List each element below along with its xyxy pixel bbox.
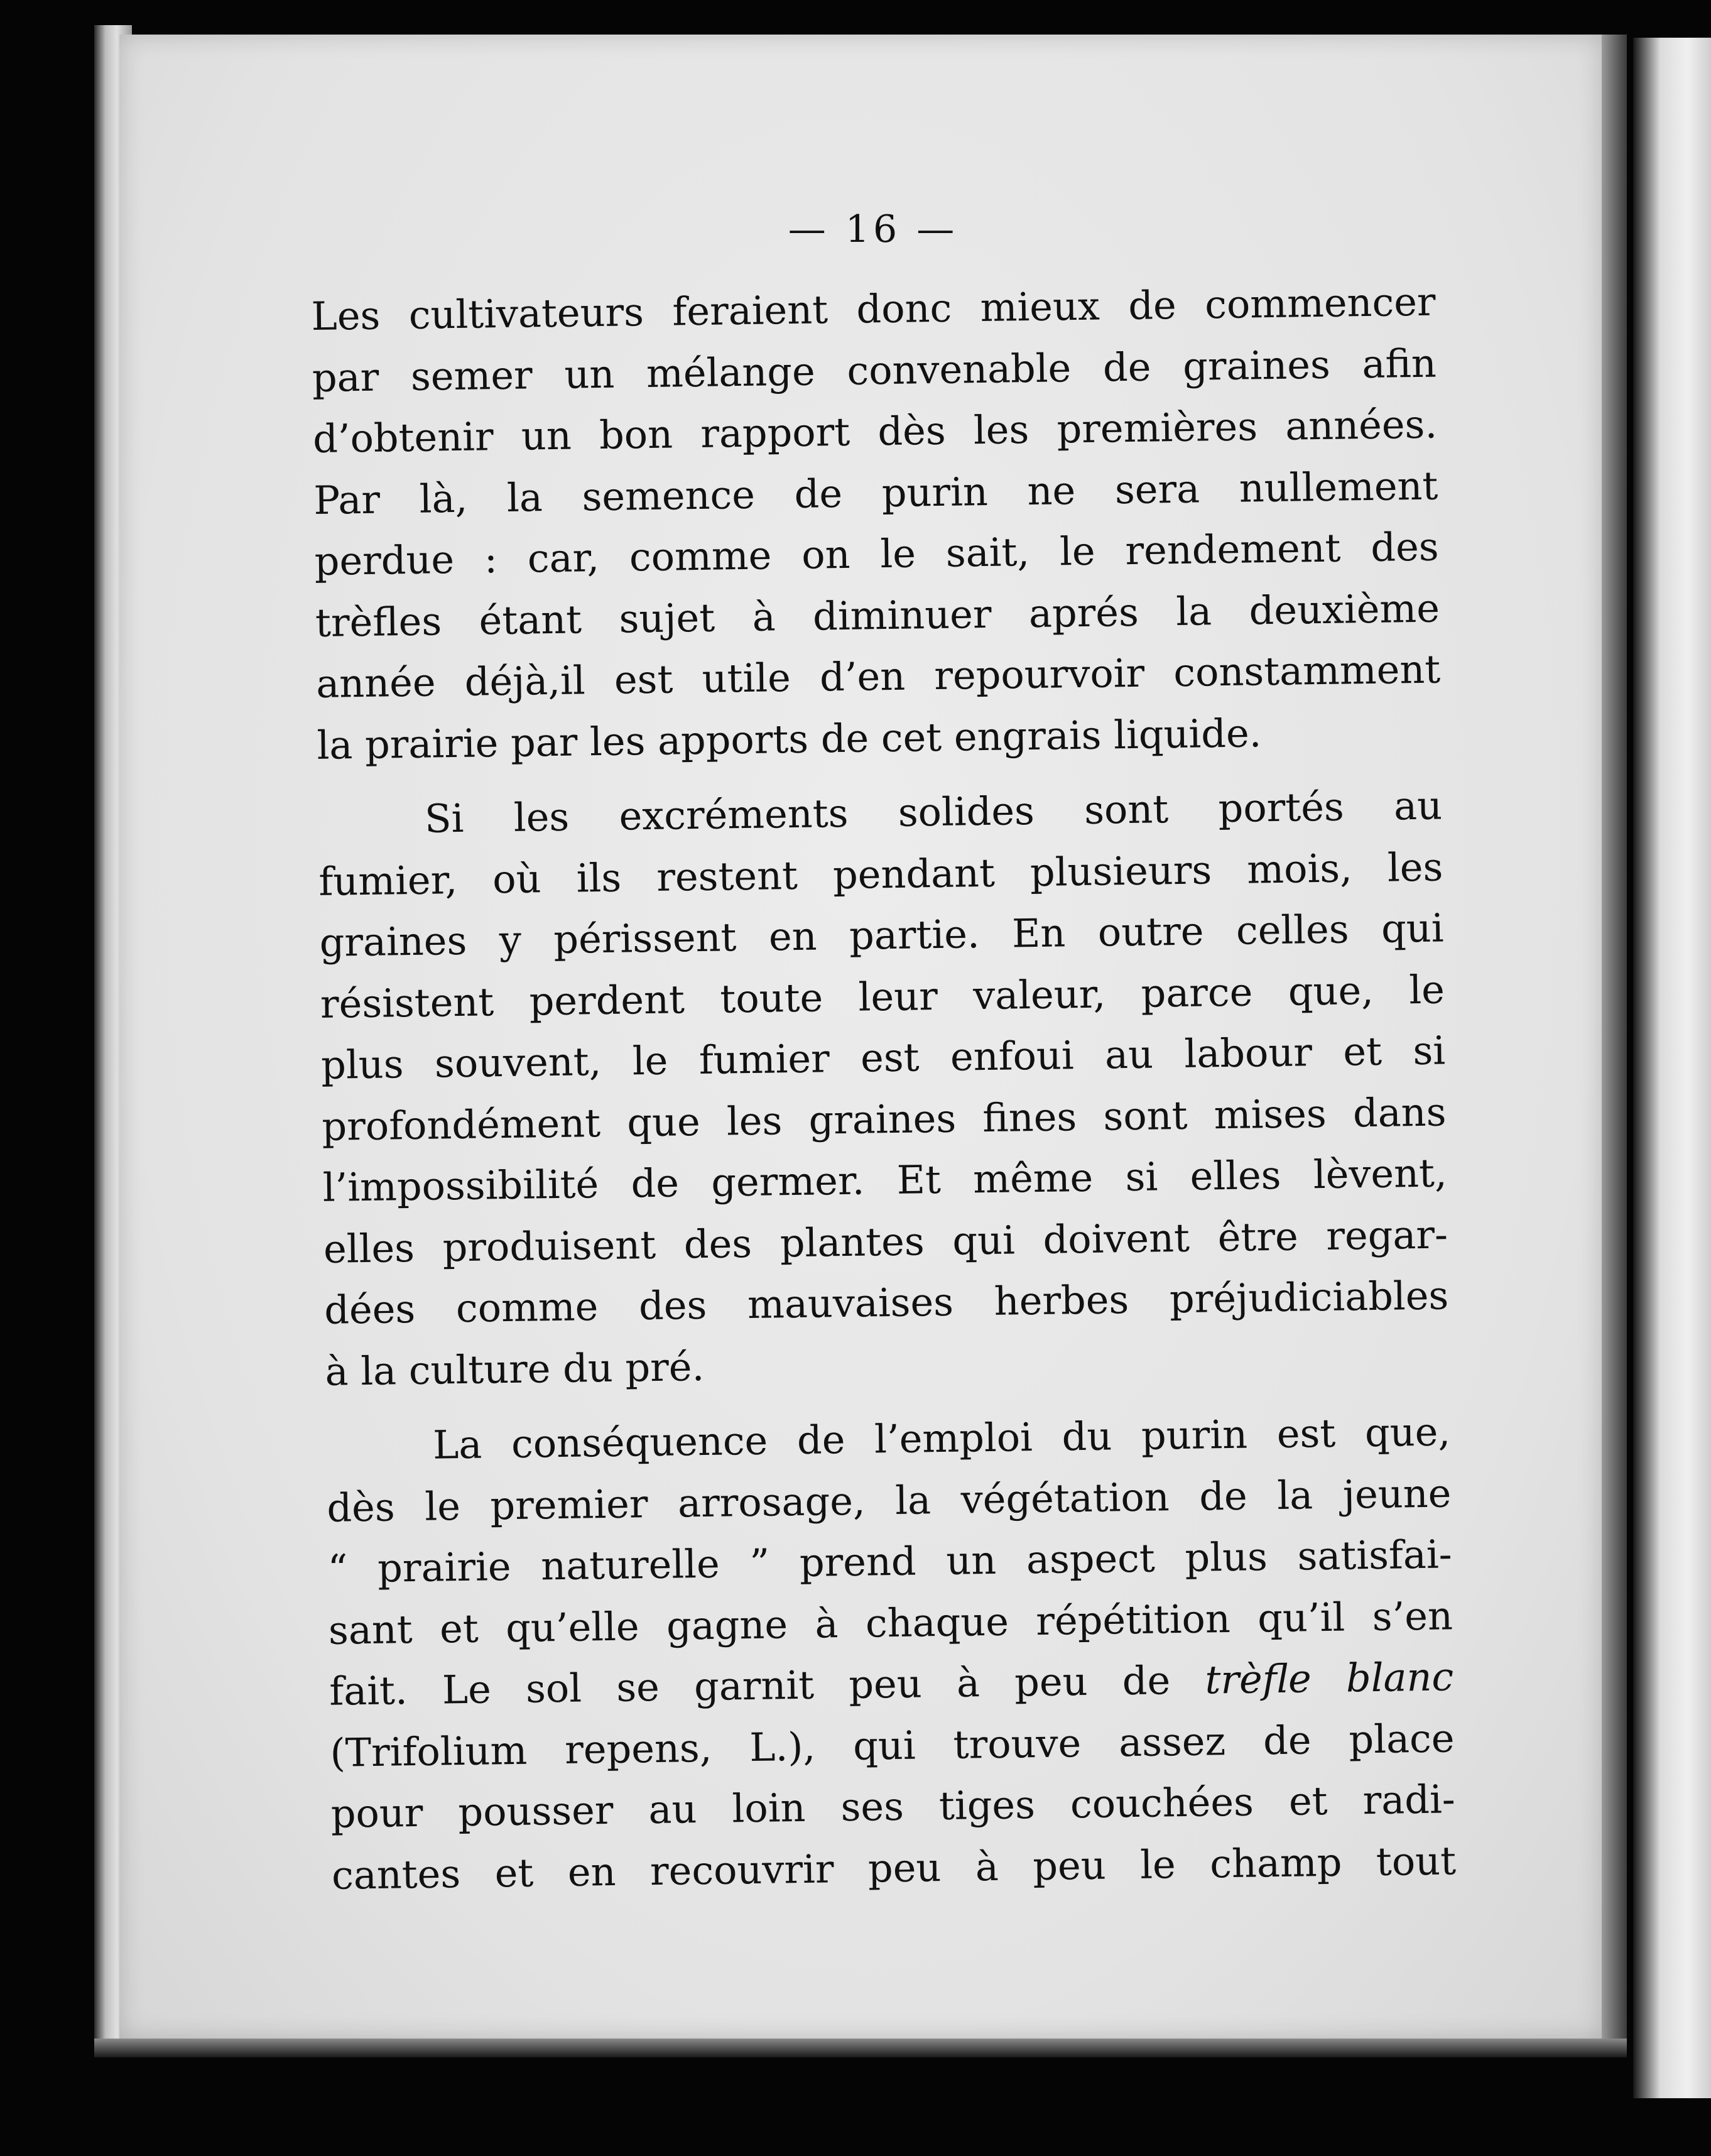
text-line: sant et qu’elle gagne à chaque répétition qu’il s’en (328, 1592, 1453, 1653)
page-bottom-edge (94, 2039, 1627, 2057)
text-line: profondément que les graines fines sont mises dans (322, 1088, 1447, 1150)
text-line: pour pousser au loin ses tiges couchées et radi- (330, 1776, 1456, 1837)
text-line: perdue : car, comme on le sait, le rendement des (314, 523, 1440, 584)
paragraph-2 (317, 775, 1450, 1402)
body-text (311, 271, 1457, 1906)
text-line: Par là, la semence de purin ne sera nullement (313, 462, 1438, 523)
paragraph-1 (311, 271, 1442, 776)
text-line: plus souvent, le fumier est enfoui au labour et si (320, 1027, 1446, 1088)
text-run: fait. Le sol se garnit peu à peu de (329, 1657, 1171, 1714)
text-line: à la culture du pré. (325, 1343, 705, 1395)
text-line: Les cultivateurs feraient donc mieux de commencer (311, 278, 1436, 339)
text-line: l’impossibilité de germer. Et même si elles lèvent, (322, 1150, 1448, 1211)
adjacent-page-sliver (1633, 38, 1711, 2098)
text-line: trèfles étant sujet à diminuer aprés la deuxième (315, 585, 1440, 646)
page-number: — 16 — (788, 207, 959, 251)
text-line: la prairie par les apports de cet engrais liquide. (317, 709, 1262, 768)
page-gutter-shadow (1602, 35, 1627, 2039)
text-line: La conséquence de l’emploi du purin est que, (432, 1408, 1451, 1468)
text-line: d’obtenir un bon rapport dès les premières années. (312, 401, 1438, 462)
text-line: fumier, où ils restent pendant plusieurs mois, les (318, 843, 1443, 905)
text-line: (Trifolium repens, L.), qui trouve assez de place (330, 1714, 1455, 1776)
text-line: cantes et en recouvrir peu à peu le champ tout (331, 1837, 1457, 1898)
italic-term: trèfle blanc (1204, 1653, 1454, 1703)
text-line: elles produisent des plantes qui doivent être regar- (323, 1211, 1448, 1272)
paragraph-3 (326, 1401, 1457, 1905)
text-line: “ prairie naturelle ” prend un aspect plus satisfai- (327, 1531, 1453, 1592)
text-line: Si les excréments solides sont portés au (424, 782, 1443, 842)
text-line: résistent perdent toute leur valeur, parce que, le (320, 966, 1445, 1027)
text-line: par semer un mélange convenable de graines afin (312, 340, 1437, 401)
text-line: graines y périssent en partie. En outre celles qui (319, 905, 1445, 966)
text-line: dès le premier arrosage, la végétation de la jeune (326, 1469, 1452, 1531)
text-line: dées comme des mauvaises herbes préjudiciables (323, 1272, 1449, 1333)
text-line: année déjà,il est utile d’en repourvoir constamment (315, 646, 1441, 707)
